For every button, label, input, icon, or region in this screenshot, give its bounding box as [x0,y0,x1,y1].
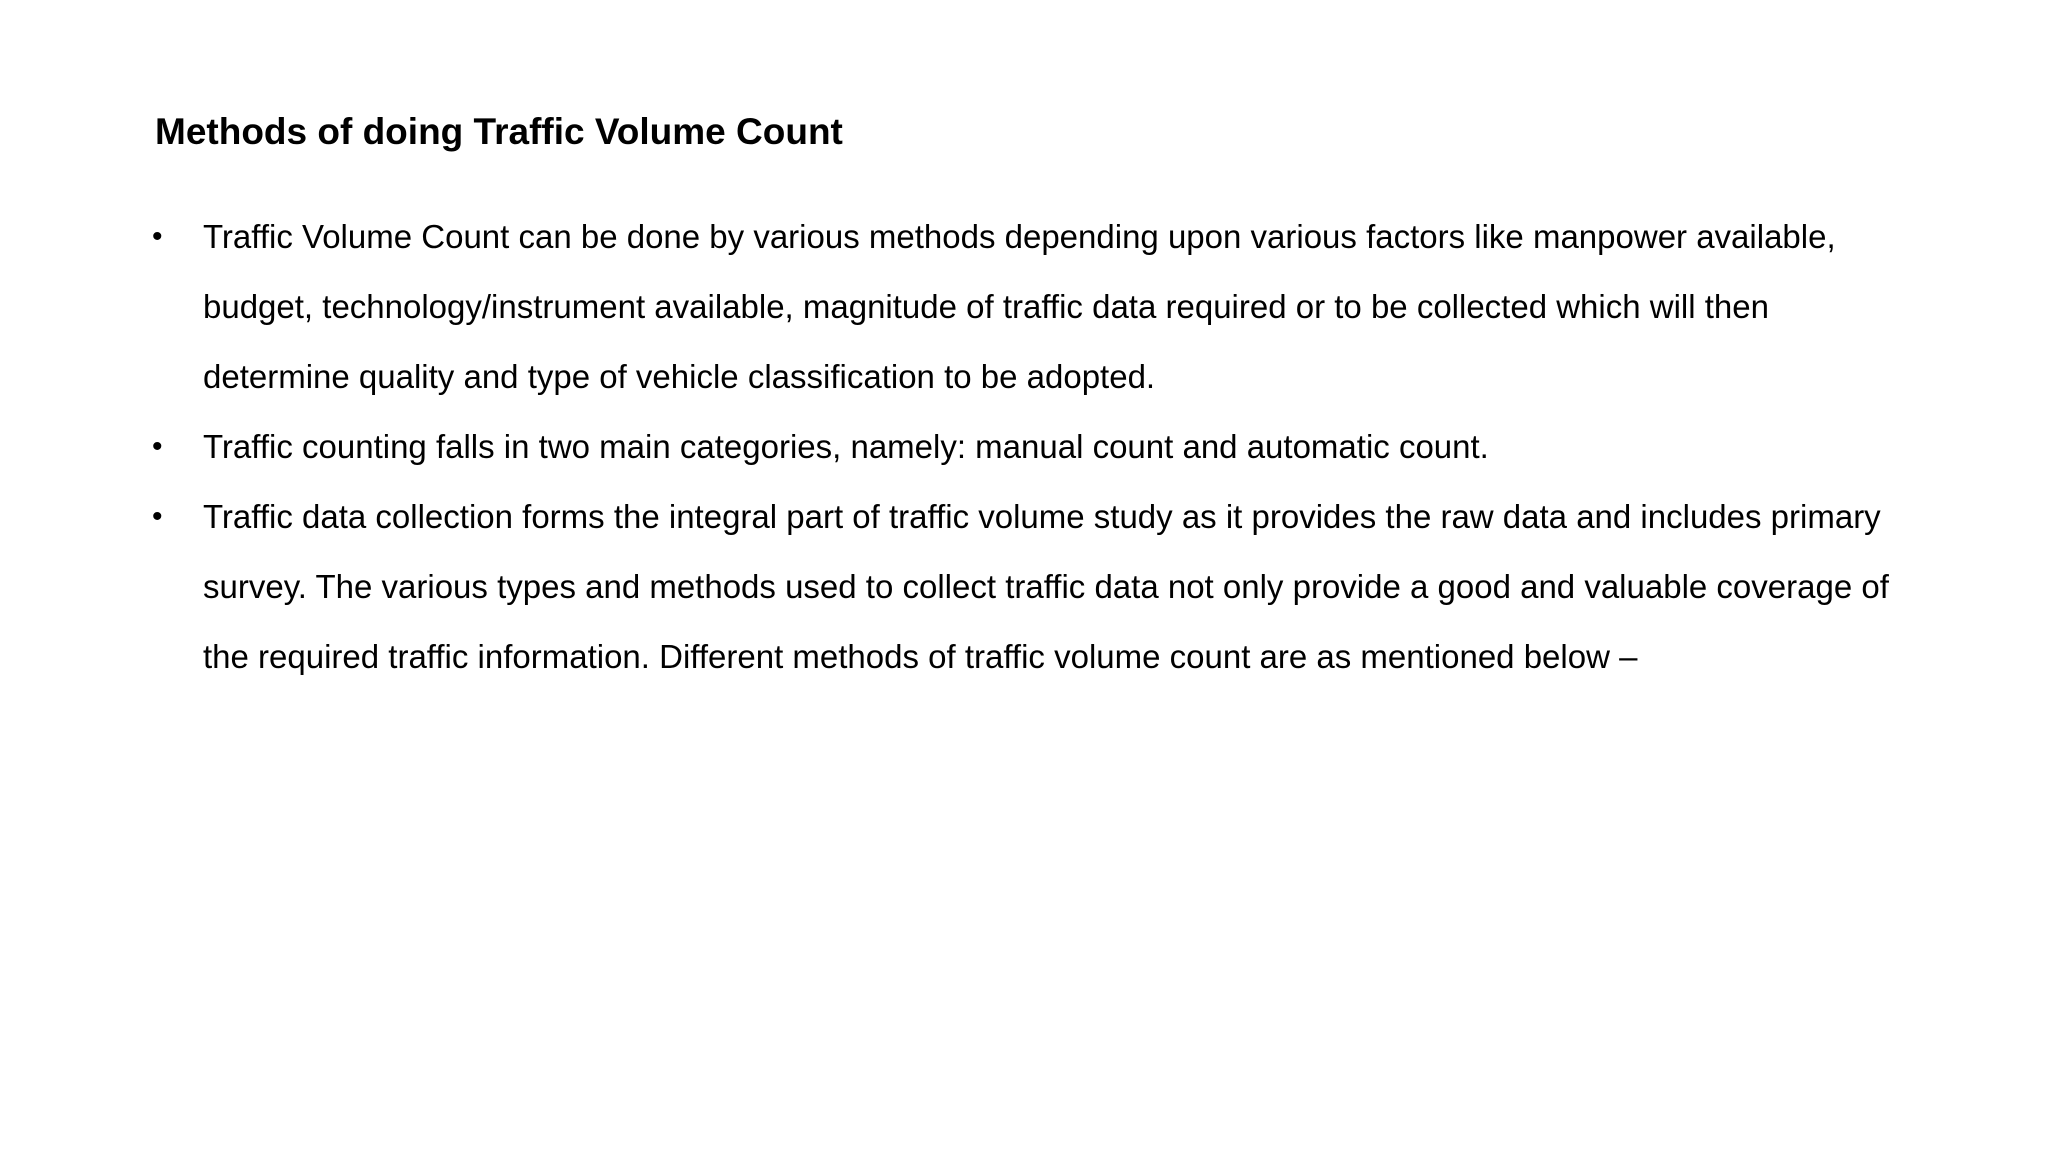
bullet-text: Traffic Volume Count can be done by various methods depending upon various factors like manpower available, budget, technology/instrument available, magnitude of traffic data required or to be collected which will then determine quality and type of vehicle classification to be adopted. [203,218,1836,395]
bullet-icon: • [152,220,163,253]
bullet-list [148,202,1908,692]
bullet-icon: • [152,500,163,533]
bullet-icon: • [152,430,163,463]
slide-title: Methods of doing Traffic Volume Count [155,111,843,152]
bullet-item-1 [148,202,1908,412]
bullet-item-3 [148,482,1908,692]
bullet-text: Traffic counting falls in two main categories, namely: manual count and automatic count. [203,428,1489,465]
bullet-item-2 [148,412,1908,482]
bullet-text: Traffic data collection forms the integral part of traffic volume study as it provides the raw data and includes primary survey. The various types and methods used to collect traffic data not only provide a good and valuable coverage of the required traffic information. Different methods of traffic volume count are as mentioned below – [203,498,1889,675]
